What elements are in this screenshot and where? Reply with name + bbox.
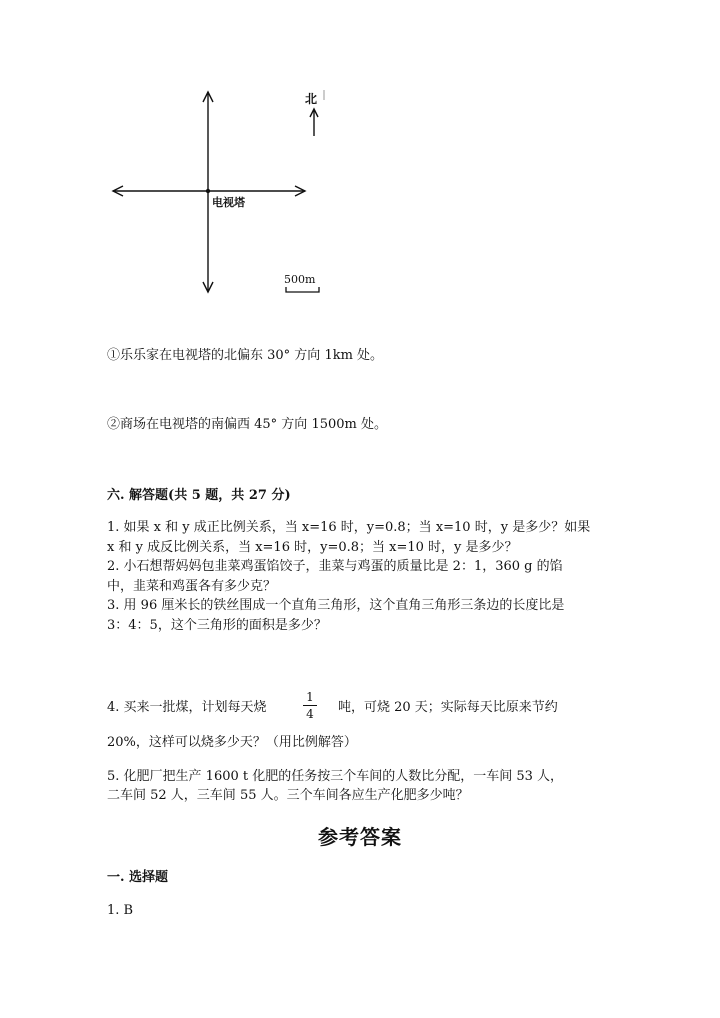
- question-3-line-2: 3：4：5，这个三角形的面积是多少？: [107, 618, 327, 633]
- question-3-line-1: 3. 用 96 厘米长的铁丝围成一个直角三角形，这个直角三角形三条边的长度比是: [107, 598, 565, 613]
- question-5-line-1: 5. 化肥厂把生产 1600 t 化肥的任务按三个车间的人数比分配，一车间 53 人，: [107, 769, 564, 784]
- answer-section-1-heading: 一. 选择题: [107, 870, 169, 885]
- fraction-bar: [303, 705, 317, 706]
- question-4-line-2: 20%，这样可以烧多少天？（用比例解答）: [107, 735, 357, 750]
- location-item-1: ①乐乐家在电视塔的北偏东 30° 方向 1km 处。: [107, 348, 384, 363]
- section-6-heading: 六. 解答题(共 5 题，共 27 分): [107, 488, 291, 503]
- question-5-line-2: 二车间 52 人，三车间 55 人。三个车间各应生产化肥多少吨？: [107, 788, 469, 803]
- axes-graphic: [105, 80, 345, 305]
- tower-point: [206, 189, 210, 193]
- direction-diagram: [105, 80, 345, 305]
- question-1-line-1: 1. 如果 x 和 y 成正比例关系，当 x=16 时，y=0.8；当 x=10 时，y 是多少？如果: [107, 520, 591, 535]
- question-4-part-1: 4. 买来一批煤，计划每天烧: [107, 700, 267, 715]
- question-1-line-2: x 和 y 成反比例关系，当 x=16 时，y=0.8；当 x=10 时，y 是多少？: [107, 540, 518, 555]
- location-item-2: ②商场在电视塔的南偏西 45° 方向 1500m 处。: [107, 417, 387, 432]
- question-2-line-1: 2. 小石想帮妈妈包韭菜鸡蛋馅饺子，韭菜与鸡蛋的质量比是 2：1，360 g 的馅: [107, 559, 563, 574]
- answer-1: 1. B: [107, 903, 134, 918]
- tower-label: 电视塔: [212, 196, 245, 209]
- scale-label: 500m: [284, 273, 316, 286]
- scale-bar: [286, 287, 319, 292]
- north-label: 北: [305, 92, 318, 106]
- question-2-line-2: 中，韭菜和鸡蛋各有多少克？: [107, 579, 277, 594]
- fraction-one-quarter: [303, 690, 317, 721]
- fraction-denominator: 4: [306, 707, 314, 721]
- question-4-part-2: 吨，可烧 20 天；实际每天比原来节约: [338, 700, 558, 715]
- fraction-numerator: 1: [306, 690, 314, 704]
- answer-key-title: 参考答案: [318, 825, 402, 849]
